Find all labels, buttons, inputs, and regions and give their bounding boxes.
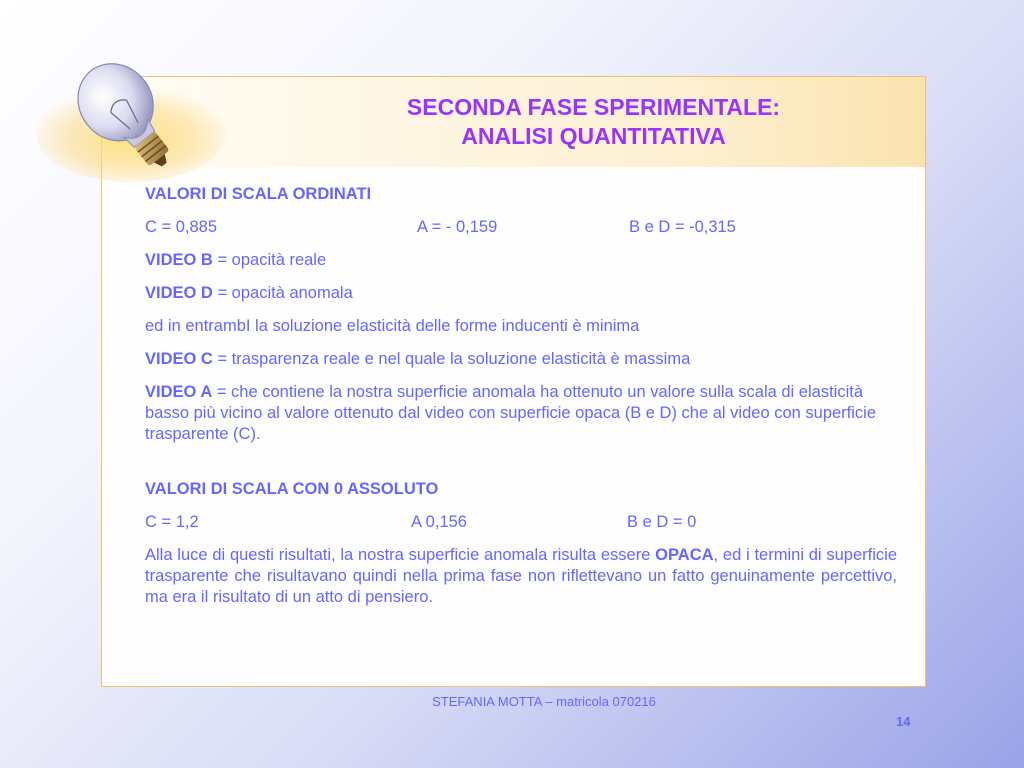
entrambi-line: ed in entrambI la soluzione elasticità delle forme inducenti è minima [145, 317, 640, 335]
value-c: C = 0,885 [145, 218, 218, 236]
value-bd: B e D = -0,315 [629, 218, 736, 236]
video-a-label: VIDEO A [145, 383, 213, 401]
slide-body [145, 184, 897, 620]
conclusion-bold: OPACA [655, 546, 714, 564]
value-a: A = - 0,159 [417, 218, 498, 236]
title-line-2: ANALISI QUANTITATIVA [461, 123, 726, 149]
conclusion-post: , ed i termini di superficie trasparente che risultavano quindi nella prima fase non riflettevano un fatto genuinamente percettivo, ma era il risultato di un atto di pensiero. [145, 546, 897, 606]
value-bd-abs: B e D = 0 [627, 513, 697, 531]
conclusion-paragraph [145, 545, 897, 608]
conclusion-pre: Alla luce di questi risultati, la nostra superficie anomala risulta essere [145, 546, 656, 564]
section2-heading: VALORI DI SCALA CON 0 ASSOLUTO [145, 480, 439, 498]
video-b-text: = opacità reale [212, 251, 327, 269]
video-d-line [145, 283, 897, 304]
page-number: 14 [896, 714, 911, 729]
video-b-label: VIDEO B [145, 251, 213, 269]
video-d-text: = opacità anomala [212, 284, 353, 302]
value-c-abs: C = 1,2 [145, 513, 199, 531]
video-b-line [145, 250, 897, 271]
section1-values [145, 217, 897, 238]
section1-heading: VALORI DI SCALA ORDINATI [145, 185, 372, 203]
value-a-abs: A 0,156 [411, 513, 467, 531]
video-d-label: VIDEO D [145, 284, 213, 302]
video-a-paragraph [145, 382, 897, 445]
light-bulb-icon [36, 52, 236, 192]
title-line-1: SECONDA FASE SPERIMENTALE: [406, 94, 781, 120]
video-c-line [145, 349, 897, 370]
video-c-label: VIDEO C [145, 350, 213, 368]
footer-author: STEFANIA MOTTA – matricola 070216 [432, 694, 656, 709]
section2-values [145, 512, 897, 533]
video-c-text: = trasparenza reale e nel quale la soluzione elasticità è massima [212, 350, 691, 368]
video-a-text: = che contiene la nostra superficie anomala ha ottenuto un valore sulla scala di elasticità basso più vicino al valore ottenuto dal video con superficie opaca (B e D) che al video con superficie trasparente (C). [145, 383, 877, 443]
